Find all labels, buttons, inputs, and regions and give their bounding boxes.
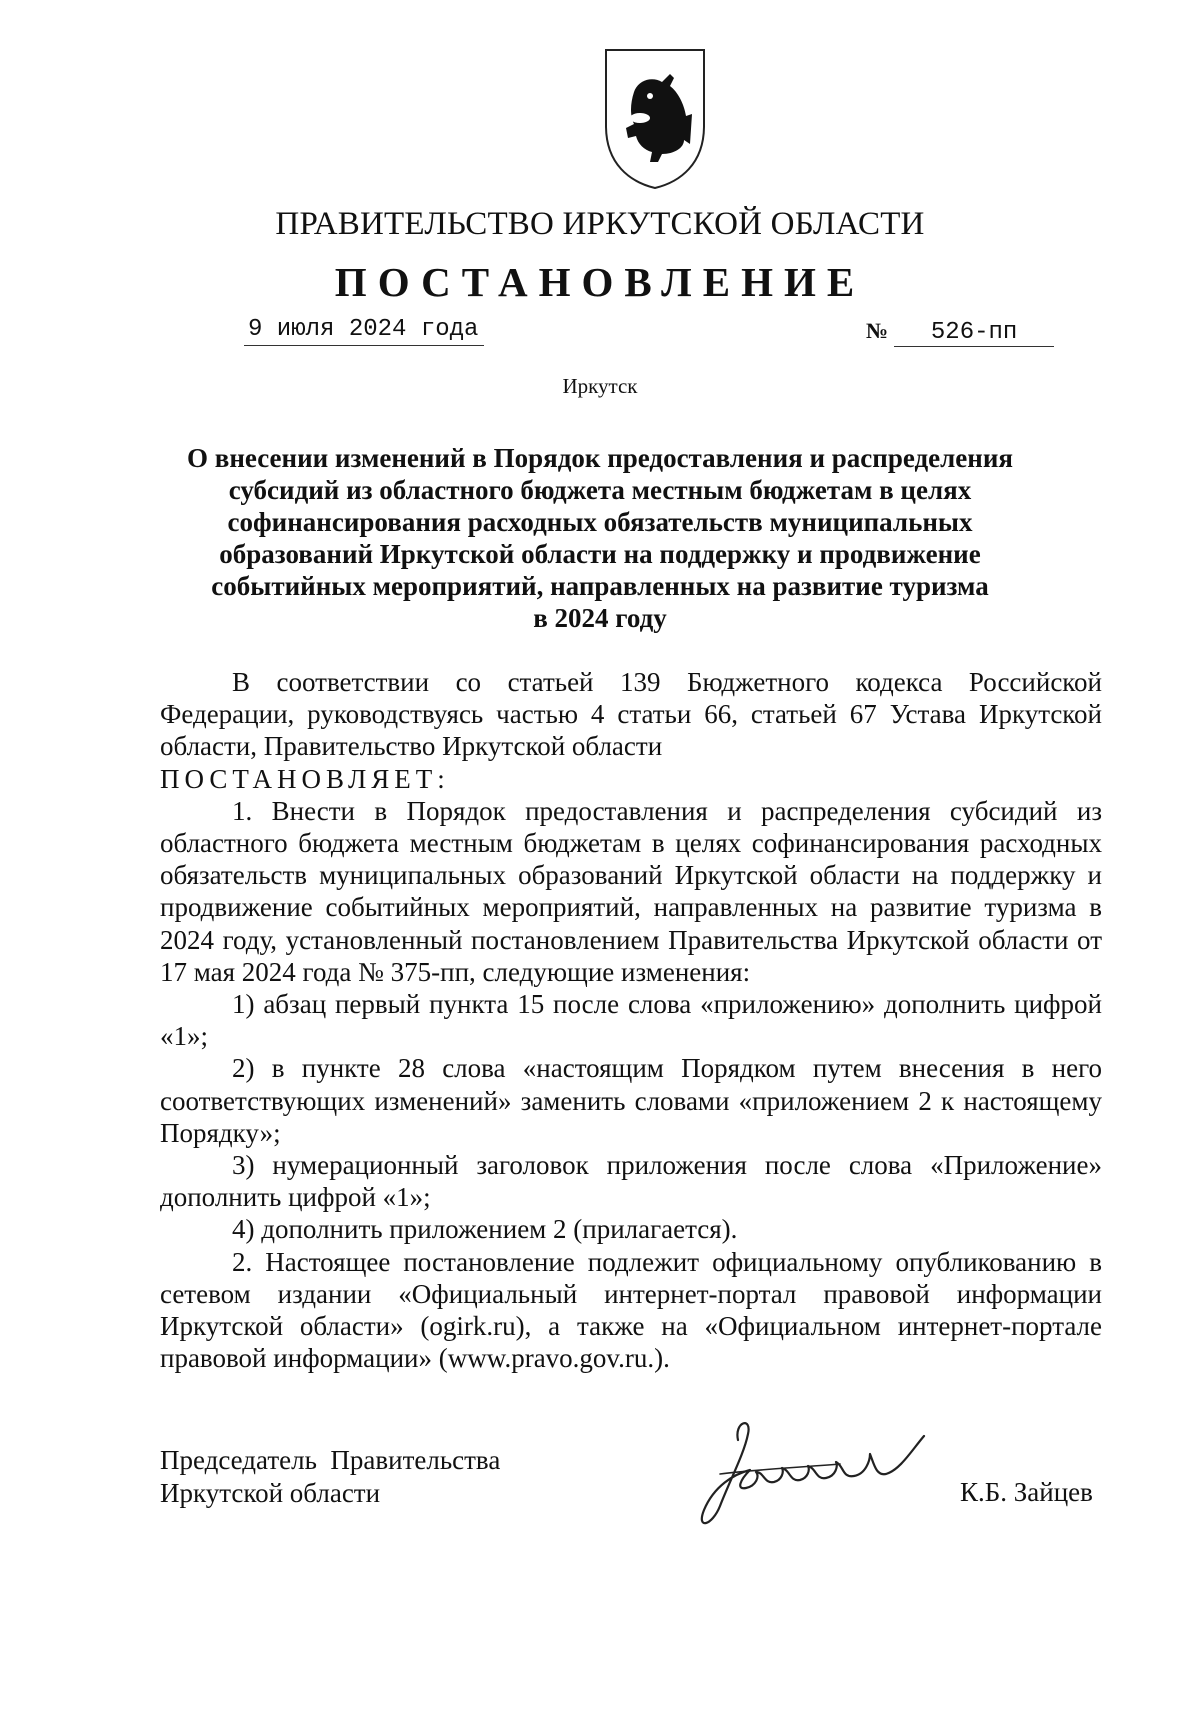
title-line: образований Иркутской области на поддержку и продвижение bbox=[219, 539, 981, 569]
item-2-paragraph: 2. Настоящее постановление подлежит официальному опубликованию в сетевом издании «Официальный интернет-портал правовой информации Иркутской области» (ogirk.ru), а также на «Официальном интернет-портале правовой информации» (www.pravo.gov.ru.). bbox=[160, 1246, 1102, 1374]
document-type: ПОСТАНОВЛЕНИЕ bbox=[334, 259, 866, 305]
subitem-4-paragraph: 4) дополнить приложением 2 (прилагается). bbox=[232, 1214, 738, 1245]
resolves-heading: ПОСТАНОВЛЯЕТ: bbox=[160, 763, 450, 794]
document-number bbox=[866, 318, 1054, 347]
handwritten-signature-icon bbox=[690, 1410, 960, 1540]
title-line: О внесении изменений в Порядок предоставления и распределения bbox=[187, 443, 1013, 473]
signatory-position bbox=[160, 1444, 500, 1510]
title-line: событийных мероприятий, направленных на развитие туризма bbox=[211, 571, 989, 601]
subitem-1-paragraph: 1) абзац первый пункта 15 после слова «приложению» дополнить цифрой «1»; bbox=[160, 989, 1102, 1052]
document-title bbox=[160, 442, 1040, 634]
preamble-paragraph: В соответствии со статьей 139 Бюджетного кодекса Российской Федерации, руководствуясь частью 4 статьи 66, статьей 67 Устава Иркутской области, Правительство Иркутской области bbox=[160, 667, 1102, 762]
title-line: софинансирования расходных обязательств муниципальных bbox=[227, 507, 973, 537]
number-value: 526-пп bbox=[894, 319, 1054, 347]
number-sign: № bbox=[866, 318, 889, 343]
coat-of-arms-icon bbox=[600, 44, 710, 192]
government-name: ПРАВИТЕЛЬСТВО ИРКУТСКОЙ ОБЛАСТИ bbox=[275, 206, 925, 242]
title-line: субсидий из областного бюджета местным бюджетам в целях bbox=[228, 475, 972, 505]
signatory-name: К.Б. Зайцев bbox=[960, 1477, 1093, 1507]
title-line: в 2024 году bbox=[533, 603, 667, 633]
document-body bbox=[160, 666, 1102, 1374]
item-1-paragraph: 1. Внести в Порядок предоставления и распределения субсидий из областного бюджета местным бюджетам в целях софинансирования расходных обязательств муниципальных образований Иркутской области на поддержку и продвижение событийных мероприятий, направленных на развитие туризма в 2024 году, установленный постановлением Правительства Иркутской области от 17 мая 2024 года № 375-пп, следующие изменения: bbox=[160, 795, 1102, 987]
subitem-2-paragraph: 2) в пункте 28 слова «настоящим Порядком путем внесения в него соответствующих изменений» заменить словами «приложением 2 к настоящему Порядку»; bbox=[160, 1053, 1102, 1148]
subitem-3-paragraph: 3) нумерационный заголовок приложения после слова «Приложение» дополнить цифрой «1»; bbox=[160, 1150, 1102, 1213]
document-date: 9 июля 2024 года bbox=[244, 316, 484, 346]
position-line: Председатель Правительства bbox=[160, 1445, 501, 1475]
position-line: Иркутской области bbox=[160, 1478, 381, 1508]
city: Иркутск bbox=[562, 374, 638, 398]
